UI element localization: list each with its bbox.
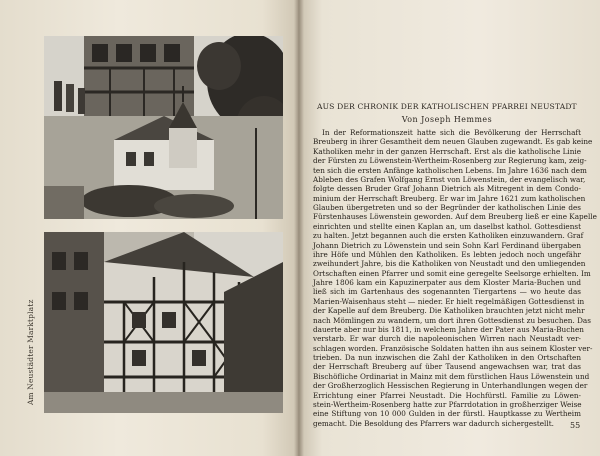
- book-gutter: [294, 0, 304, 456]
- text-line: folgte dessen Bruder Graf Johann Dietrich als Mitregent in dem Condo-: [313, 184, 581, 194]
- page-number: 55: [570, 421, 581, 430]
- text-line: Bischöfliche Ordinariat in Mainz mit dem fürstlichen Haus Löwenstein und: [313, 371, 590, 381]
- text-line: gemacht. Die Besoldung des Pfarrers war dadurch sichergestellt.: [313, 418, 554, 428]
- text-line: der Herrschaft Breuberg auf über Tausend angewachsen war, trat das: [313, 362, 581, 372]
- text-line: nach Mömlingen zu wandern, um dort ihren Gottesdienst zu besuchen. Das: [313, 315, 591, 325]
- half-timbered-house-photo-bottom-image: [44, 232, 283, 413]
- text-line: Errichtung einer Pfarrei Neustadt. Die Hochfürstl. Familie zu Löwen-: [313, 390, 581, 400]
- text-line: Breuberg in ihrer Gesamtheit dem neuen Glauben zugewandt. Es gab keine: [313, 137, 593, 147]
- text-line: stein-Wertheim-Rosenberg hatte zur Pfarrdotation in großherziger Weise: [313, 399, 582, 409]
- text-line: der Fürsten zu Löwenstein-Wertheim-Rosenberg zur Regierung kam, zeig-: [313, 156, 587, 166]
- text-line: einrichten und stellte einen Kaplan an, um daselbst kathol. Gottesdienst: [313, 221, 581, 231]
- market-square-photo-top: [44, 36, 283, 219]
- text-line: der Großherzoglich Hessischen Regierung in Unterhandlungen wegen der: [313, 381, 588, 391]
- text-line: schlagen worden. Französische Soldaten hatten ihn aus seinem Kloster ver-: [313, 343, 593, 353]
- text-line: ihre Höfe und Mühlen den Katholiken. Es lebten jedoch noch ungefähr: [313, 249, 581, 259]
- text-line: ließ sich im Gartenhaus des sogenannten Tiergartens — wo heute das: [313, 287, 581, 297]
- text-line: Ortschaften einen Pfarrer und somit eine geregelte Seelsorge erhielten. Im: [313, 268, 591, 278]
- text-line: Glauben übergetreten und so der Begründer der katholischen Linie des: [313, 203, 581, 212]
- half-timbered-house-photo-bottom: [44, 232, 283, 413]
- left-page: [0, 0, 298, 456]
- text-line: Jahre 1806 kam ein Kapuzinerpater aus dem Kloster Maria-Buchen und: [313, 278, 581, 287]
- text-line: dauerte aber nur bis 1811, in welchem Jahre der Pater aus Maria-Buchen: [313, 324, 584, 334]
- body-text: [313, 128, 597, 428]
- text-line: trieben. Da nun inzwischen die Zahl der Katholiken in den Ortschaften: [313, 353, 581, 362]
- text-line: Ableben des Grafen Wolfgang Ernst von Löwenstein, der evangelisch war,: [313, 174, 586, 184]
- text-line: verstarb. Er war durch die napoleonischen Wirren nach Neustadt ver-: [313, 334, 581, 344]
- text-line: Fürstenhauses Löwenstein geworden. Auf dem Breuberg ließ er eine Kapelle: [313, 212, 597, 222]
- market-square-photo-top-image: [44, 36, 283, 219]
- author-line: Von Joseph Hemmes: [401, 115, 493, 124]
- text-line: In der Reformationszeit hatte sich die Bevölkerung der Herrschaft: [322, 128, 581, 137]
- text-line: zweihundert Jahre, bis die Katholiken von Neustadt und den umliegenden: [313, 259, 586, 269]
- text-line: Johann Dietrich zu Löwenstein und sein Sohn Karl Ferdinand übergaben: [313, 240, 581, 250]
- photo-caption: Am Neustädter Marktplatz: [26, 299, 35, 405]
- text-line: zu halten. Jetzt begannen auch die ersten Katholiken einzuwandern. Graf: [313, 231, 584, 241]
- text-line: eine Stiftung von 10 000 Gulden in der fürstl. Hauptkasse zu Wertheim: [313, 409, 581, 419]
- chapter-title: AUS DER CHRONIK DER KATHOLISCHEN PFARREI NEUSTADT: [317, 102, 577, 111]
- text-line: Marien-Waisenhaus steht — nieder. Er hielt regelmäßigen Gottesdienst in: [313, 296, 585, 306]
- text-line: minium der Herrschaft Breuberg. Er war im Jahre 1621 zum katholischen: [313, 193, 586, 203]
- text-line: der Kapelle auf dem Breuberg. Die Katholiken brauchten jetzt nicht mehr: [313, 306, 585, 316]
- text-line: ten sich die ersten Anfänge katholischen Lebens. Im Jahre 1636 nach dem: [313, 165, 587, 175]
- text-line: Katholiken mehr in der ganzen Herrschaft. Erst als die katholische Linie: [313, 146, 581, 156]
